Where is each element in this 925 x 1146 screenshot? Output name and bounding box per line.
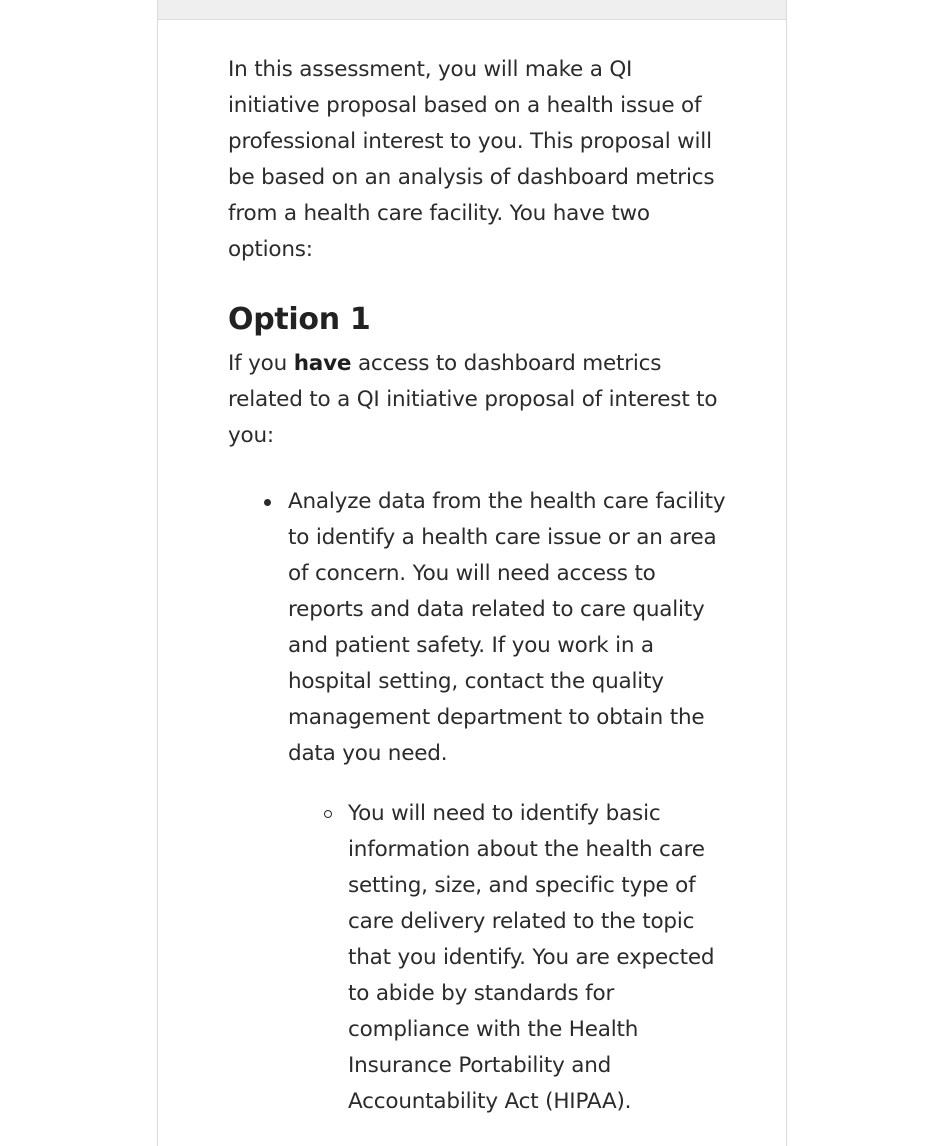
option-1-bullet-list xyxy=(228,484,728,1120)
assessment-content xyxy=(228,52,728,1120)
sub-bullet-text: You will need to identify basic information about the health care setting, size, and specific type of care delivery related to the topic that you identify. You are expected to abide by standards for compliance with the Health Insurance Portability and Accountability Act (HIPAA). xyxy=(348,801,715,1114)
option-1-heading: Option 1 xyxy=(228,302,371,337)
sub-bullet-list xyxy=(288,796,728,1120)
bullet-circle-icon xyxy=(324,810,332,818)
content-card xyxy=(157,0,787,1146)
option-1-lead-bold: have xyxy=(293,351,352,376)
option-1-lead-after: access to dashboard metrics related to a QI initiative proposal of interest to you: xyxy=(228,351,718,448)
option-1-lead-before: If you xyxy=(228,351,294,376)
bullet-disc-icon xyxy=(264,499,271,506)
option-1-lead xyxy=(228,346,728,454)
bullet-text: Analyze data from the health care facility to identify a health care issue or an area of concern. You will need access to reports and data related to care quality and patient safety. If you work in a hospital setting, contact the quality management department to obtain the data you need. xyxy=(288,489,726,766)
card-header-band xyxy=(158,0,786,20)
intro-paragraph: In this assessment, you will make a QI initiative proposal based on a health issue of professional interest to you. This proposal will be based on an analysis of dashboard metrics from a health care facility. You have two options: xyxy=(228,57,715,262)
sub-list-item xyxy=(348,796,728,1120)
list-item xyxy=(288,484,728,1120)
